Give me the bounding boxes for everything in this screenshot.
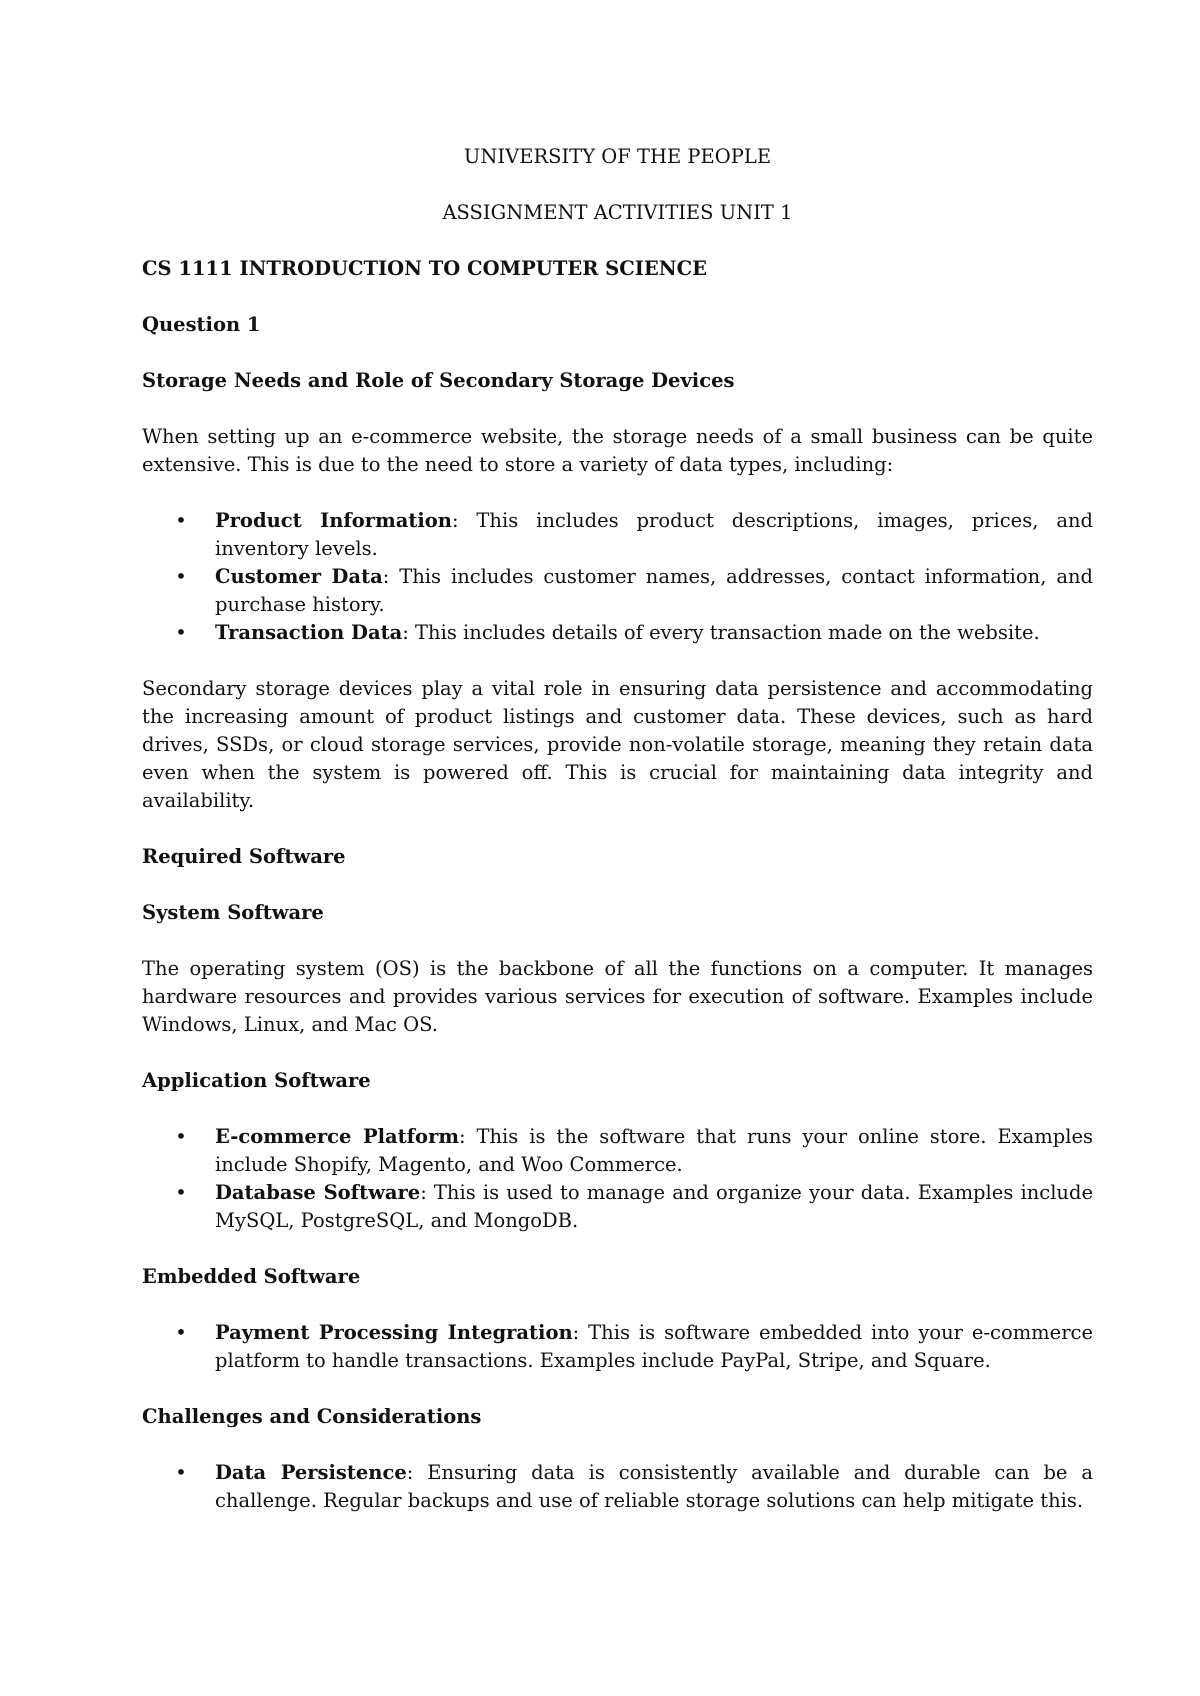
list-item <box>142 1319 1093 1375</box>
bullet-icon: • <box>175 621 187 644</box>
bullet-icon: • <box>175 1321 187 1344</box>
list-item-text: : This is used to manage and organize your data. Examples include MySQL, PostgreSQL, and MongoDB. <box>215 1181 1094 1232</box>
storage-intro: When setting up an e-commerce website, the storage needs of a small business can be quite extensive. This is due to the need to store a variety of data types, including: <box>142 425 1093 476</box>
list-item-term: Customer Data <box>215 565 383 588</box>
bullet-icon: • <box>175 565 187 588</box>
bullet-icon: • <box>175 1181 187 1204</box>
storage-list <box>142 507 1093 647</box>
bullet-icon: • <box>175 509 187 532</box>
embedded-software-list <box>142 1319 1093 1375</box>
storage-heading: Storage Needs and Role of Secondary Storage Devices <box>142 369 735 392</box>
list-item <box>142 619 1093 647</box>
list-item-text: : Ensuring data is consistently available and durable can be a challenge. Regular backups and use of reliable storage solutions can help mitigate this. <box>215 1461 1093 1512</box>
required-software-heading: Required Software <box>142 845 346 868</box>
embedded-software-heading: Embedded Software <box>142 1265 361 1288</box>
list-item-term: Transaction Data <box>215 621 403 644</box>
list-item-term: Product Information <box>215 509 452 532</box>
list-item-term: Database Software <box>215 1181 421 1204</box>
list-item <box>142 1459 1093 1515</box>
university-title: UNIVERSITY OF THE PEOPLE <box>463 145 772 168</box>
application-software-heading: Application Software <box>142 1069 371 1092</box>
course-title: CS 1111 INTRODUCTION TO COMPUTER SCIENCE <box>142 257 707 280</box>
secondary-storage-paragraph: Secondary storage devices play a vital role in ensuring data persistence and accommodating the increasing amount of product listings and customer data. These devices, such as hard drives, SSDs, or cloud storage services, provide non-volatile storage, meaning they retain data even when the system is powered off. This is crucial for maintaining data integrity and availability. <box>142 677 1093 812</box>
bullet-icon: • <box>175 1125 187 1148</box>
list-item-text: : This includes customer names, addresses, contact information, and purchase history. <box>215 565 1093 616</box>
system-software-paragraph: The operating system (OS) is the backbone of all the functions on a computer. It manages hardware resources and provides various services for execution of software. Examples include Windows, Linux, and Mac OS. <box>142 957 1093 1036</box>
list-item-text: : This includes details of every transaction made on the website. <box>402 621 1040 644</box>
list-item-term: Payment Processing Integration <box>215 1321 573 1344</box>
list-item-text: : This includes product descriptions, images, prices, and inventory levels. <box>215 509 1093 560</box>
challenges-heading: Challenges and Considerations <box>142 1405 482 1428</box>
bullet-icon: • <box>175 1461 187 1484</box>
question-heading: Question 1 <box>142 313 261 336</box>
application-software-list <box>142 1123 1093 1235</box>
challenges-list <box>142 1459 1093 1515</box>
list-item-term: Data Persistence <box>215 1461 407 1484</box>
list-item-text: : This is software embedded into your e-commerce platform to handle transactions. Examples include PayPal, Stripe, and Square. <box>215 1321 1093 1372</box>
list-item <box>142 507 1093 563</box>
assignment-title: ASSIGNMENT ACTIVITIES UNIT 1 <box>442 201 793 224</box>
document-content <box>142 143 1093 1543</box>
list-item <box>142 1123 1093 1179</box>
list-item <box>142 1179 1093 1235</box>
list-item-text: : This is the software that runs your online store. Examples include Shopify, Magento, and Woo Commerce. <box>215 1125 1094 1176</box>
list-item <box>142 563 1093 619</box>
list-item-term: E-commerce Platform <box>215 1125 459 1148</box>
system-software-heading: System Software <box>142 901 324 924</box>
